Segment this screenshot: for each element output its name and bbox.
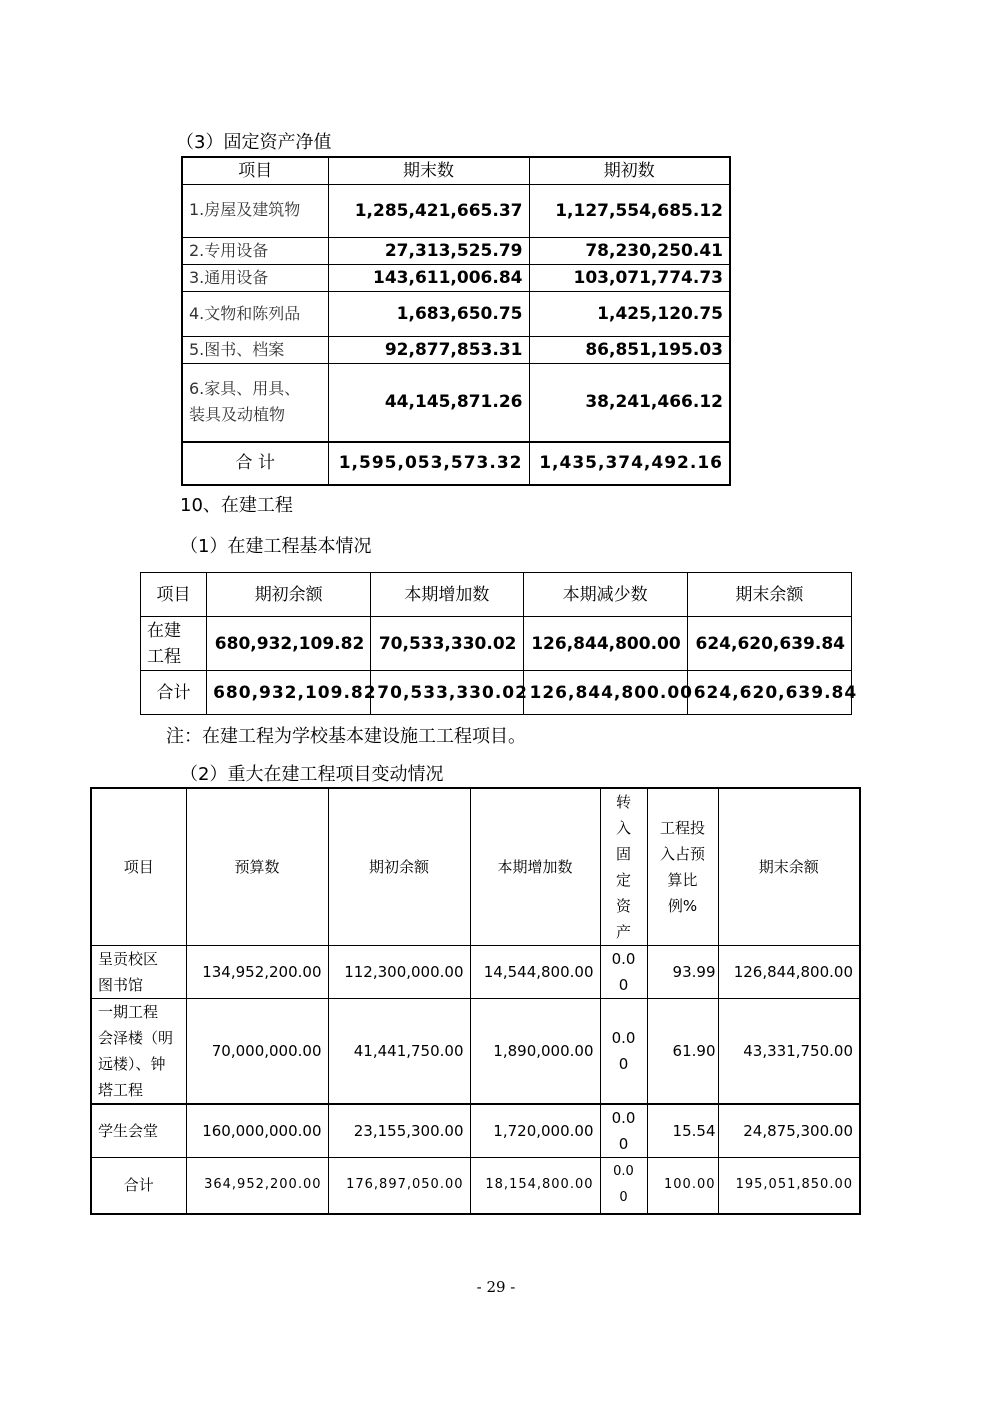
header-item: 项目 [141, 573, 207, 617]
row-end-value: 27,313,525.79 [328, 238, 529, 265]
total-ratio: 100.00 [647, 1158, 718, 1214]
row-begin-value: 86,851,195.03 [529, 337, 730, 364]
major-projects-table [90, 787, 861, 1215]
row-item [91, 999, 186, 1105]
row-increase: 1,890,000.00 [470, 999, 600, 1105]
header-line: 工程投 [659, 819, 705, 837]
row-end-value: 92,877,853.31 [328, 337, 529, 364]
total-transfer [600, 1158, 647, 1214]
total-begin-balance: 680,932,109.82 [207, 671, 371, 715]
row-end-value: 1,683,650.75 [328, 292, 529, 337]
header-increase: 本期增加数 [371, 573, 523, 617]
header-item: 项目 [182, 157, 328, 185]
table-total-row [182, 442, 730, 485]
row-decrease: 126,844,800.00 [523, 617, 687, 671]
row-transfer [600, 1104, 647, 1158]
total-label: 合计 [91, 1158, 186, 1214]
row-budget: 134,952,200.00 [186, 946, 328, 999]
table-row [91, 946, 860, 999]
header-begin-value: 期初数 [529, 157, 730, 185]
row-end-balance: 24,875,300.00 [718, 1104, 860, 1158]
row-item-line: 塔工程 [98, 1081, 144, 1099]
total-increase: 18,154,800.00 [470, 1158, 600, 1214]
table-row [182, 265, 730, 292]
table-row [182, 292, 730, 337]
subheading-major-projects: （2）重大在建工程项目变动情况 [180, 764, 444, 785]
header-char: 资 [615, 897, 631, 915]
section-heading-fixed-assets: （3）固定资产净值 [176, 132, 332, 153]
header-decrease: 本期减少数 [523, 573, 687, 617]
row-item: 2.专用设备 [182, 238, 328, 265]
row-begin-value: 103,071,774.73 [529, 265, 730, 292]
table-row [182, 337, 730, 364]
row-begin-value: 1,425,120.75 [529, 292, 730, 337]
row-end-value: 44,145,871.26 [328, 364, 529, 442]
table-total-row [91, 1158, 860, 1214]
header-budget: 预算数 [186, 788, 328, 946]
subheading-construction-basic: （1）在建工程基本情况 [180, 536, 372, 557]
page-number: - 29 - [476, 1278, 516, 1296]
row-transfer-line: 0.0 [611, 1109, 636, 1127]
row-begin-value: 1,127,554,685.12 [529, 185, 730, 238]
row-budget: 160,000,000.00 [186, 1104, 328, 1158]
row-item: 3.通用设备 [182, 265, 328, 292]
header-char: 转 [615, 793, 631, 811]
row-end-balance: 126,844,800.00 [718, 946, 860, 999]
table-row [182, 238, 730, 265]
total-end-balance: 624,620,639.84 [687, 671, 851, 715]
header-end-balance: 期末余额 [718, 788, 860, 946]
row-begin-balance: 41,441,750.00 [328, 999, 470, 1105]
row-end-balance: 624,620,639.84 [687, 617, 851, 671]
row-item: 4.文物和陈列品 [182, 292, 328, 337]
header-char: 产 [615, 923, 631, 941]
total-end-balance: 195,051,850.00 [718, 1158, 860, 1214]
row-begin-balance: 23,155,300.00 [328, 1104, 470, 1158]
table-row [91, 1104, 860, 1158]
total-label: 合 计 [182, 442, 328, 485]
total-label: 合计 [141, 671, 207, 715]
row-item-line: 学生会堂 [98, 1122, 159, 1140]
row-begin-balance: 680,932,109.82 [207, 617, 371, 671]
table-total-row [141, 671, 852, 715]
row-item-line: 远楼）、钟 [98, 1055, 166, 1073]
row-item-line: 图书馆 [98, 976, 144, 994]
row-transfer [600, 946, 647, 999]
header-char: 入 [615, 819, 631, 837]
row-transfer-line: 0.0 [611, 950, 636, 968]
header-char: 固 [615, 845, 631, 863]
header-item: 项目 [91, 788, 186, 946]
table-header-row [91, 788, 860, 946]
row-ratio: 93.99 [647, 946, 718, 999]
total-end-value: 1,595,053,573.32 [328, 442, 529, 485]
total-decrease: 126,844,800.00 [523, 671, 687, 715]
total-begin-balance: 176,897,050.00 [328, 1158, 470, 1214]
header-transfer-fixed-assets [600, 788, 647, 946]
row-item [91, 1104, 186, 1158]
table-row [91, 999, 860, 1105]
row-begin-balance: 112,300,000.00 [328, 946, 470, 999]
row-transfer [600, 999, 647, 1105]
header-end-balance: 期末余额 [687, 573, 851, 617]
total-budget: 364,952,200.00 [186, 1158, 328, 1214]
row-increase: 14,544,800.00 [470, 946, 600, 999]
total-transfer-line: 0.0 [613, 1164, 634, 1180]
header-begin-balance: 期初余额 [328, 788, 470, 946]
row-end-balance: 43,331,750.00 [718, 999, 860, 1105]
row-transfer-line: 0 [618, 1055, 629, 1073]
row-item-line: 在建 [147, 620, 181, 641]
row-begin-value: 78,230,250.41 [529, 238, 730, 265]
total-begin-value: 1,435,374,492.16 [529, 442, 730, 485]
row-item [141, 617, 207, 671]
row-transfer-line: 0.0 [611, 1029, 636, 1047]
row-transfer-line: 0 [618, 1135, 629, 1153]
row-ratio: 15.54 [647, 1104, 718, 1158]
row-budget: 70,000,000.00 [186, 999, 328, 1105]
section-heading-construction: 10、在建工程 [180, 495, 293, 516]
header-char: 定 [615, 871, 631, 889]
header-increase: 本期增加数 [470, 788, 600, 946]
row-item [182, 364, 328, 442]
row-end-value: 1,285,421,665.37 [328, 185, 529, 238]
table-row [141, 617, 852, 671]
table-header-row [182, 157, 730, 185]
construction-note: 注：在建工程为学校基本建设施工工程项目。 [166, 726, 526, 747]
row-item-line: 装具及动植物 [189, 405, 286, 425]
header-line: 入占预 [659, 845, 705, 863]
table-row [182, 364, 730, 442]
row-increase: 1,720,000.00 [470, 1104, 600, 1158]
header-end-value: 期末数 [328, 157, 529, 185]
total-transfer-line: 0 [619, 1190, 628, 1206]
row-item-line: 呈贡校区 [98, 950, 159, 968]
row-item-line: 一期工程 [98, 1003, 159, 1021]
header-line: 算比 [667, 871, 698, 889]
table-row [182, 185, 730, 238]
row-item-line: 工程 [147, 646, 181, 667]
header-line: 例% [667, 897, 698, 915]
row-item: 1.房屋及建筑物 [182, 185, 328, 238]
fixed-assets-table [181, 156, 731, 486]
row-transfer-line: 0 [618, 976, 629, 994]
row-item-line: 会泽楼（明 [98, 1029, 174, 1047]
row-begin-value: 38,241,466.12 [529, 364, 730, 442]
construction-basic-table [140, 572, 858, 715]
table-header-row [141, 573, 852, 617]
row-item [91, 946, 186, 999]
header-begin-balance: 期初余额 [207, 573, 371, 617]
total-increase: 70,533,330.02 [371, 671, 523, 715]
row-ratio: 61.90 [647, 999, 718, 1105]
row-item-line: 6.家具、用具、 [189, 379, 301, 399]
row-end-value: 143,611,006.84 [328, 265, 529, 292]
row-item: 5.图书、档案 [182, 337, 328, 364]
row-increase: 70,533,330.02 [371, 617, 523, 671]
header-budget-ratio [647, 788, 718, 946]
